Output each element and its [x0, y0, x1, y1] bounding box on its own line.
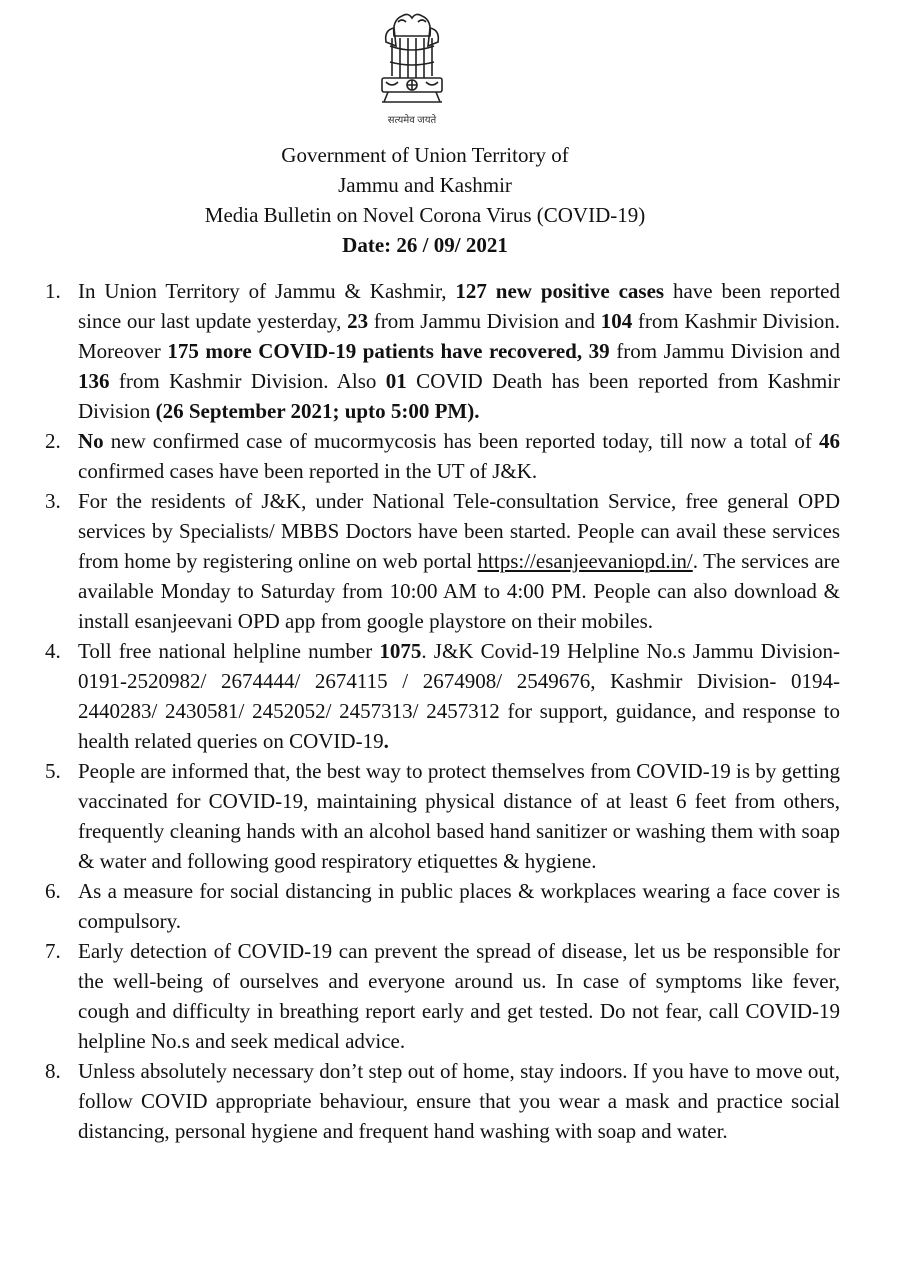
list-item — [0, 876, 840, 936]
item-text: . The services are available Monday to Saturday from 10:00 AM to 4:00 PM. People can also download & install esanjeevani OPD app from google playstore on their mobiles. — [78, 549, 840, 633]
item-text: Toll free national helpline number — [78, 639, 380, 663]
item-number: 4. — [45, 639, 61, 663]
header-bulletin-title: Media Bulletin on Novel Corona Virus (COVID-19) — [204, 203, 646, 227]
item-text: Unless absolutely necessary don’t step out of home, stay indoors. If you have to move out, follow COVID appropriate behaviour, ensure that you wear a mask and practice social distancing, personal hygiene and frequent hand washing with soap and water. — [78, 1059, 840, 1143]
national-emblem-icon — [372, 6, 452, 124]
header-territory: Jammu and Kashmir — [338, 173, 512, 197]
item-number: 3. — [45, 489, 61, 513]
item-text: COVID Death has been reported from Kashmir Division — [78, 369, 840, 423]
item-text: In Union Territory of Jammu & Kashmir, — [78, 279, 456, 303]
bulletin-items — [0, 276, 840, 1146]
death-count: 01 — [385, 369, 407, 393]
list-item — [0, 426, 840, 486]
item-number: 6. — [45, 879, 61, 903]
jammu-cases: 23 — [347, 309, 369, 333]
item-text: As a measure for social distancing in public places & workplaces wearing a face cover is compulsory. — [78, 879, 840, 933]
new-cases-count: 127 new positive cases — [455, 279, 665, 303]
list-item — [0, 276, 840, 426]
item-text: from Jammu Division and — [609, 339, 840, 363]
item-emphasis: No — [78, 429, 104, 453]
list-item — [0, 486, 840, 636]
bulletin-header — [0, 140, 850, 260]
kashmir-cases: 104 — [600, 309, 633, 333]
item-text: People are informed that, the best way to protect themselves from COVID-19 is by getting vaccinated for COVID-19, maintaining physical distance of at least 6 feet from others, frequently cleaning hands with an alcohol based hand sanitizer or washing them with soap & water and following good respiratory etiquettes & hygiene. — [78, 759, 840, 873]
item-text: new confirmed case of mucormycosis has been reported today, till now a total of — [103, 429, 819, 453]
header-date: Date: 26 / 09/ 2021 — [342, 233, 508, 257]
item-number: 8. — [45, 1059, 61, 1083]
list-item — [0, 1056, 840, 1146]
list-item — [0, 636, 840, 756]
kashmir-recovered: 136 — [78, 369, 110, 393]
item-text: Early detection of COVID-19 can prevent the spread of disease, let us be responsible for the well-being of ourselves and everyone around us. In case of symptoms like fever, cough and difficulty in breathing report early and get tested. Do not fear, call COVID-19 helpline No.s and seek medical advice. — [78, 939, 840, 1053]
list-item — [0, 936, 840, 1056]
item-number: 2. — [45, 429, 61, 453]
item-emphasis: . — [383, 729, 389, 753]
list-item — [0, 756, 840, 876]
item-text: have been reported since our last update yesterday, — [78, 279, 840, 333]
item-number: 5. — [45, 759, 61, 783]
item-text: For the residents of J&K, under National Tele-consultation Service, free general OPD services by Specialists/ MBBS Doctors have been started. People can avail these services from home by registering online on web portal — [78, 489, 840, 573]
item-text: from Jammu Division and — [368, 309, 601, 333]
item-number: 7. — [45, 939, 61, 963]
item-text: confirmed cases have been reported in the UT of J&K. — [78, 459, 538, 483]
report-time: (26 September 2021; upto 5:00 PM). — [155, 399, 480, 423]
mucormycosis-count: 46 — [819, 429, 840, 453]
esanjeevani-link[interactable]: https://esanjeevaniopd.in/ — [477, 549, 693, 573]
item-text: . J&K Covid-19 Helpline No.s Jammu Division- 0191-2520982/ 2674444/ 2674115 / 2674908/ 2549676, Kashmir Division- 0194-2440283/ 2430581/ 2452052/ 2457313/ 2457312 for support, guidance, and response to health related queries on COVID-19 — [78, 639, 840, 753]
emblem-motto: सत्यमेव जयते — [387, 115, 437, 126]
item-text: from Kashmir Division. Moreover — [78, 309, 840, 363]
item-number: 1. — [45, 279, 61, 303]
helpline-number: 1075 — [379, 639, 422, 663]
header-government: Government of Union Territory of — [281, 143, 569, 167]
item-text: from Kashmir Division. Also — [109, 369, 386, 393]
recovered-count: 175 more COVID-19 patients have recovered, 39 — [167, 339, 610, 363]
